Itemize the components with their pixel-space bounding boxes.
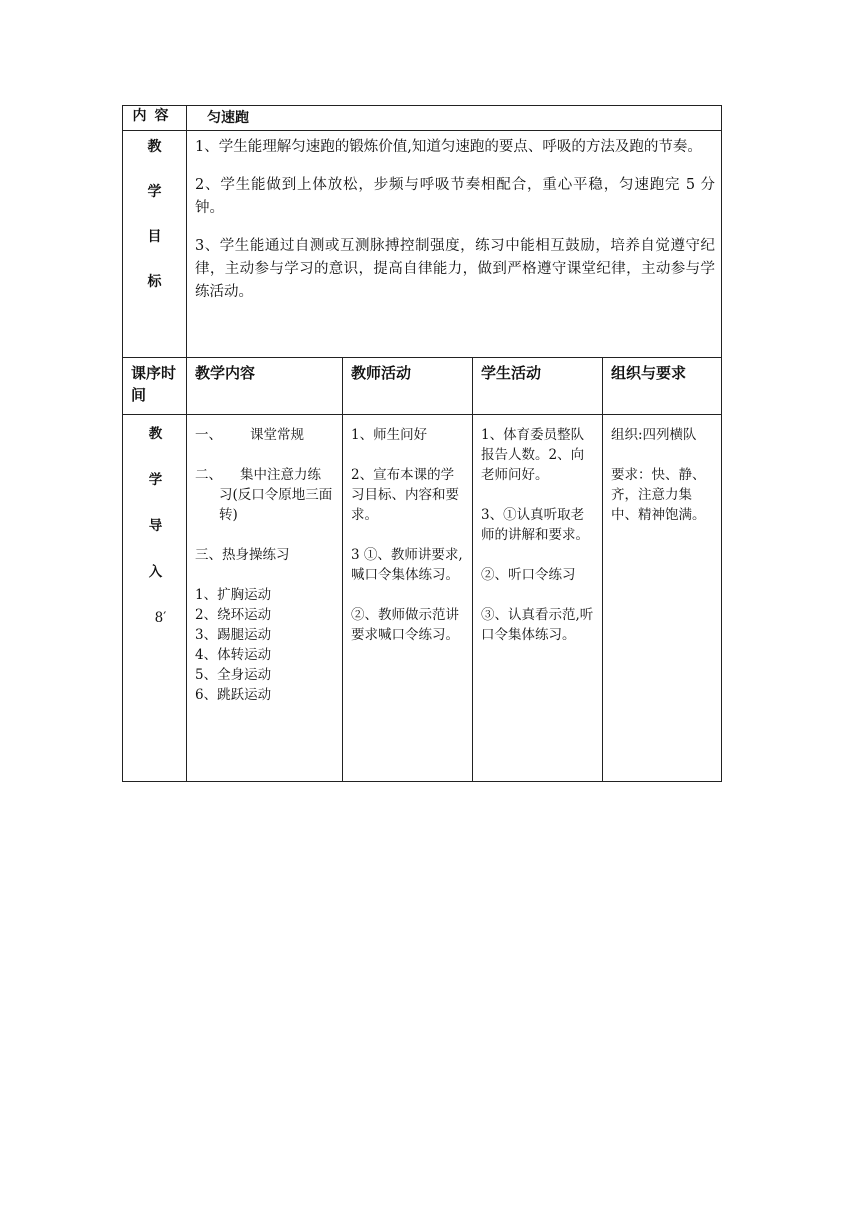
student-item: ③、认真看示范,听口令集体练习。 xyxy=(481,607,594,643)
content-cell xyxy=(187,415,343,782)
intro-row xyxy=(123,415,722,782)
student-item: 3、①认真听取老师的讲解和要求。 xyxy=(481,507,589,543)
col-header-student: 学生活动 xyxy=(473,358,603,415)
stage-char: 导 xyxy=(148,518,163,534)
content-section-3: 三、热身操练习 xyxy=(195,547,290,563)
goals-label-char: 教 xyxy=(147,139,162,155)
goal-item: 1、学生能理解匀速跑的锻炼价值,知道匀速跑的要点、呼吸的方法及跑的节奏。 xyxy=(195,139,702,155)
content-label: 内容 xyxy=(123,106,187,131)
stage-char: 学 xyxy=(148,472,163,488)
list-item: 5、全身运动 xyxy=(195,667,272,683)
teacher-activity-cell xyxy=(343,415,473,782)
content-section-1 xyxy=(195,425,336,445)
header-row xyxy=(123,106,722,131)
section-1-text: 课堂常规 xyxy=(250,427,304,443)
stage-char: 入 xyxy=(148,564,163,580)
goals-label-char: 学 xyxy=(147,184,162,200)
student-item: ②、听口令练习 xyxy=(481,567,576,583)
col-header-content: 教学内容 xyxy=(187,358,343,415)
goals-label xyxy=(123,131,187,358)
list-item: 6、跳跃运动 xyxy=(195,687,272,703)
teacher-item: 1、师生问好 xyxy=(351,427,428,443)
stage-cell xyxy=(123,415,187,782)
goals-cell xyxy=(187,131,722,358)
list-item: 3、踢腿运动 xyxy=(195,627,272,643)
list-item: 1、扩胸运动 xyxy=(195,587,272,603)
teacher-item: 2、宣布本课的学习目标、内容和要求。 xyxy=(351,467,459,523)
section-2-num: 二、 xyxy=(195,467,222,483)
teacher-item: ②、教师做示范讲要求喊口令练习。 xyxy=(351,607,459,643)
content-section-2 xyxy=(195,465,336,525)
teacher-item: 3 ①、教师讲要求,喊口令集体练习。 xyxy=(351,547,463,583)
section-2-cont: 习(反口令原地三面转) xyxy=(219,487,333,523)
lesson-plan-table xyxy=(122,105,722,782)
list-item: 2、绕环运动 xyxy=(195,607,272,623)
student-item: 1、体育委员整队报告人数。2、向老师问好。 xyxy=(481,427,585,483)
col-header-time: 课序时间 xyxy=(123,358,187,415)
goal-item: 2、学生能做到上体放松，步频与呼吸节奏相配合，重心平稳，匀速跑完 5 分钟。 xyxy=(195,177,715,216)
stage-char: 教 xyxy=(148,426,163,442)
col-header-teacher: 教师活动 xyxy=(343,358,473,415)
org-requirement-cell xyxy=(603,415,722,782)
goals-label-char: 标 xyxy=(147,274,162,290)
goal-item: 3、学生能通过自测或互测脉搏控制强度，练习中能相互鼓励，培养自觉遵守纪律，主动参与学习的意识，提高自律能力，做到严格遵守课堂纪律，主动参与学练活动。 xyxy=(195,238,715,300)
section-2-text: 集中注意力练 xyxy=(240,467,321,483)
col-header-org: 组织与要求 xyxy=(603,358,722,415)
warmup-list xyxy=(195,585,336,705)
stage-minutes: 8′ xyxy=(154,610,167,626)
column-header-row xyxy=(123,358,722,415)
student-activity-cell xyxy=(473,415,603,782)
org-item: 组织:四列横队 xyxy=(611,427,697,443)
goals-row xyxy=(123,131,722,358)
list-item: 4、体转运动 xyxy=(195,647,272,663)
lesson-title: 匀速跑 xyxy=(187,106,722,131)
org-item: 要求：快、静、齐，注意力集中、精神饱满。 xyxy=(611,467,706,523)
goals-label-char: 目 xyxy=(147,229,162,245)
section-1-num: 一、 xyxy=(195,427,222,443)
